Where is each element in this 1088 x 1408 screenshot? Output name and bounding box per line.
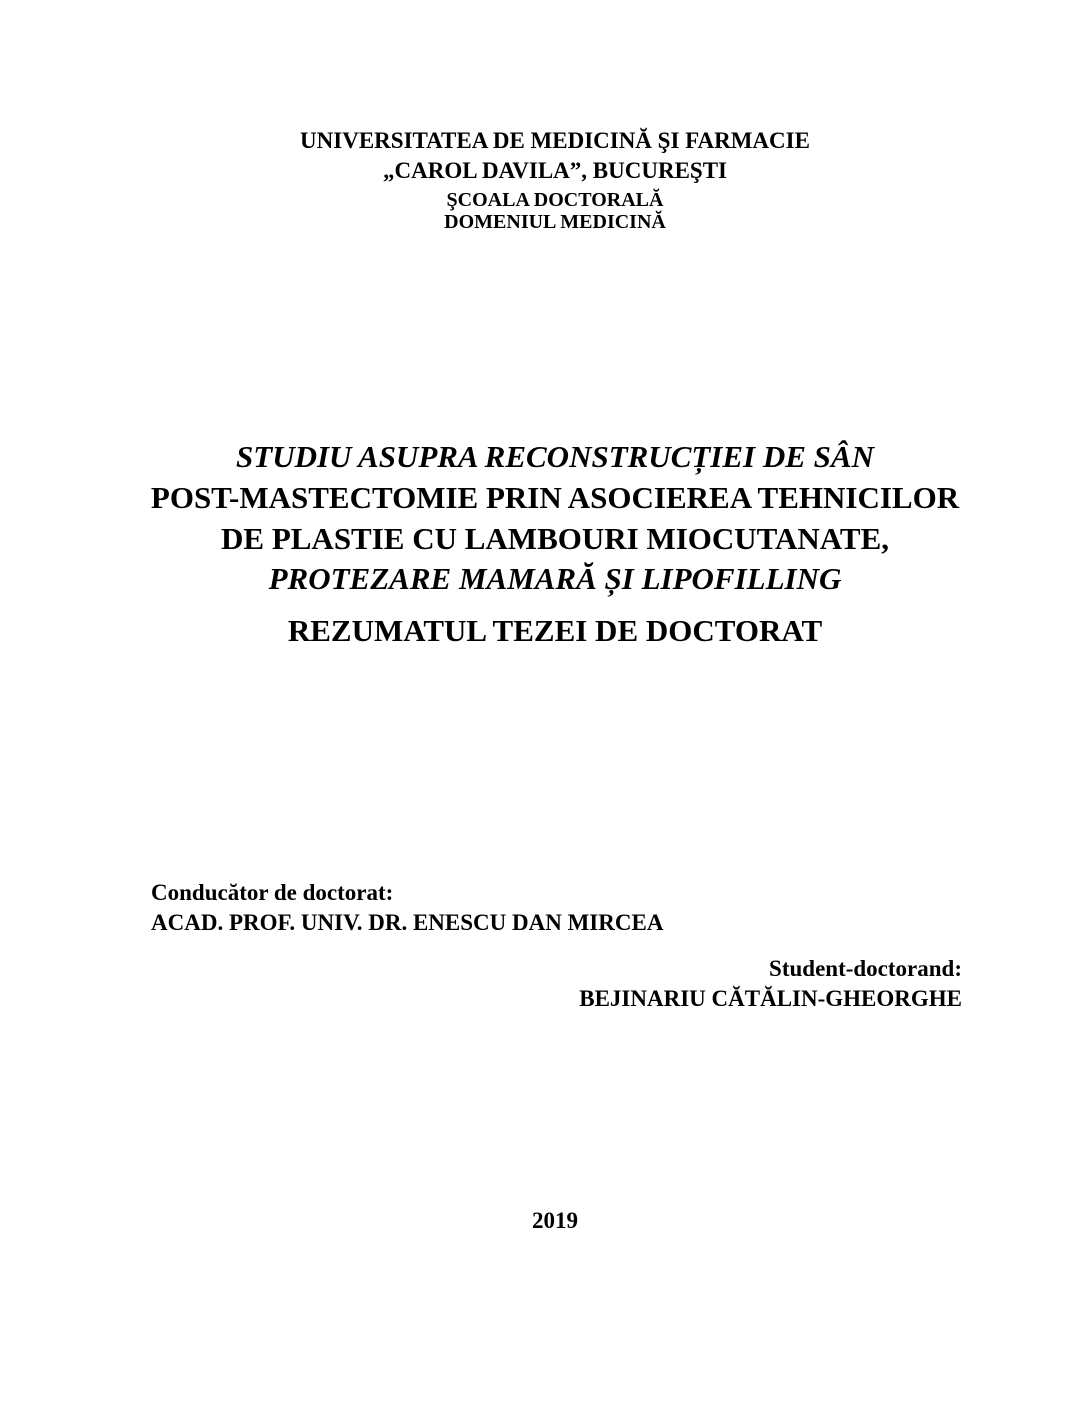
- thesis-title-line-4: PROTEZARE MAMARĂ ȘI LIPOFILLING: [268, 561, 842, 596]
- summary-heading: REZUMATUL TEZEI DE DOCTORAT: [287, 613, 823, 648]
- year: 2019: [532, 1208, 578, 1233]
- supervisor-label: Conducător de doctorat:: [151, 880, 394, 905]
- university-line: UNIVERSITATEA DE MEDICINĂ ŞI FARMACIE: [300, 128, 810, 153]
- thesis-title-line-1: STUDIU ASUPRA RECONSTRUCȚIEI DE SÂN: [236, 439, 874, 474]
- domain-line: DOMENIUL MEDICINĂ: [444, 211, 666, 233]
- thesis-title-line-2: POST-MASTECTOMIE PRIN ASOCIEREA TEHNICILOR: [150, 480, 960, 515]
- thesis-title-line-3: DE PLASTIE CU LAMBOURI MIOCUTANATE,: [221, 521, 889, 556]
- university-name-line: „CAROL DAVILA”, BUCUREŞTI: [382, 158, 727, 183]
- supervisor-name: ACAD. PROF. UNIV. DR. ENESCU DAN MIRCEA: [151, 910, 664, 935]
- student-name: BEJINARIU CĂTĂLIN-GHEORGHE: [579, 986, 962, 1011]
- doctoral-school-line: ŞCOALA DOCTORALĂ: [446, 189, 664, 211]
- student-label: Student-doctorand:: [769, 956, 962, 981]
